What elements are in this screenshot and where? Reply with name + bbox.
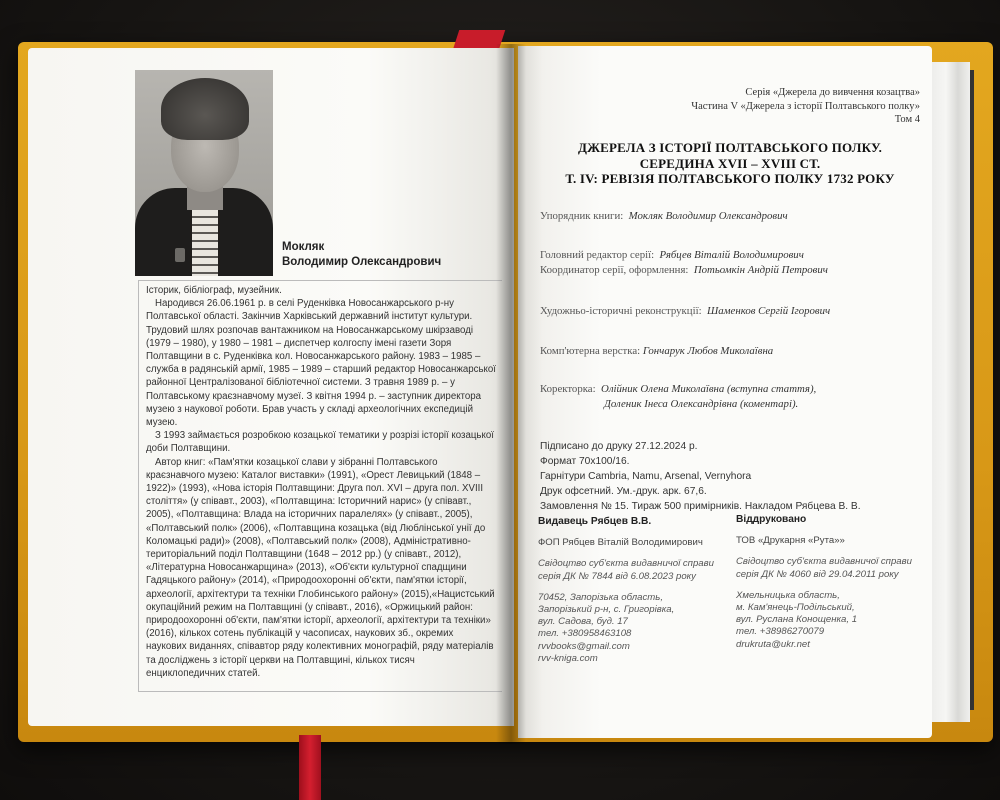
credit-label: Упорядник книги: [540,210,624,222]
series-line: Частина V «Джерела з історії Полтавського полку» [691,100,920,112]
spine-shadow [496,44,526,744]
credit-name: Мокляк Володимир Олександрович [628,210,788,222]
publisher-cert: серія ДК № 7844 від 6.08.2023 року [538,570,696,582]
credit-layout [540,345,773,357]
credit-label: Комп'ютерна верстка: [540,345,641,357]
printer-address: вул. Руслана Конощенка, 1 [736,614,858,626]
title-line: СЕРЕДИНА XVII – XVIII СТ. [639,155,821,171]
print-line: Друк офсетний. Ум.-друк. арк. 67,6. [540,486,707,497]
credit-name: Шаменков Сергій Ігорович [707,305,831,317]
series-line: Том 4 [894,114,920,125]
credit-editor [540,249,804,261]
credit-proofreader [540,383,816,395]
credit-label: Коректорка: [540,383,596,395]
publisher-site: rvv-kniga.com [538,652,598,664]
page-stack [930,62,970,722]
series-info [560,86,920,127]
credit-name: Доленик Інеса Олександрівна (коментарі). [604,398,799,410]
credit-name: Потьомкін Андрій Петрович [693,264,828,276]
printer-address: м. Кам'янець-Подільський, [736,602,855,614]
printer-heading: Віддруковано [736,514,807,525]
publisher-address: 70452, Запорізька область, [538,591,664,603]
credit-label: Головний редактор серії: [540,249,655,261]
publisher-name: ФОП Рябцев Віталій Володимирович [538,537,703,549]
title-line: Т. IV: РЕВІЗІЯ ПОЛТАВСЬКОГО ПОЛКУ 1732 РОКУ [565,171,895,186]
print-line: Гарнітури Cambria, Namu, Arsenal, Vernyhora [540,471,752,482]
credit-compiler [540,210,788,222]
printer-address: Хмельницька область, [736,589,840,601]
author-name [282,240,482,270]
author-portrait [135,70,273,276]
publisher-phone: тел. +380958463108 [538,628,632,640]
printer-cert: Свідоцтво суб'єкта видавничої справи [736,556,912,568]
printer-info [736,514,926,651]
printer-cert: серія ДК № 4060 від 29.04.2011 року [736,568,899,580]
credit-proofreader-2 [604,398,798,410]
bookmark-ribbon [299,735,321,800]
print-line: Формат 70х100/16. [540,456,630,467]
print-line: Підписано до друку 27.12.2024 р. [540,441,698,452]
publisher-email: rvvbooks@gmail.com [538,640,630,652]
publisher-address: Запорізький р-н, с. Григорівка, [538,604,675,616]
bio-paragraph: Історик, бібліограф, музейник. [146,285,282,296]
credit-coordinator [540,264,828,276]
publisher-info [538,516,733,665]
title-line: ДЖЕРЕЛА З ІСТОРІЇ ПОЛТАВСЬКОГО ПОЛКУ. [577,140,883,155]
credit-name: Гончарук Любов Миколаївна [642,345,774,357]
credit-name: Олійник Олена Миколаївна (вступна стаття), [601,383,817,395]
credit-name: Рябцев Віталій Володимирович [659,249,804,261]
book-title [540,140,920,187]
author-biography [146,284,496,680]
print-details [540,439,920,514]
publisher-cert: Свідоцтво суб'єкта видавничої справи [538,558,714,570]
bio-paragraph: Автор книг: «Пам'ятки козацької слави у зібранні Полтавського краєзнавчого музею: Каталог виставки» (1991), «Орест Левицький (1848 – 1922)» (1993), «Нова історія Полтавщини: Друга пол. XVI – друга пол. XVIII століття» (у співавт., 2003), «Полтавщина: Історичний нарис» (у співавт., 2005), «Полтавщина: Влада на історичних паралелях» (у співавт., 2005), «Полтавський полк» (2006), «Полтавщина козацька (від Люблінської унії до Коломацькі ради)» (2008), «Полтавський полк» (2008), Адміністративно-територіальний поділ Полтавщини (1648 – 2012 рр.) (у співавт., 2012), «Літературна Новосанжарщина» (2013), «Об'єкти культурної спадщини Гадяцького району» (2014), «Природоохоронні об'єкти, пам'ятки історії, археології, архітектури та техніки Глобинського району» (2015),«Нацистський окупаційний режим на Полтавщині (у співавт., 2016), «Оржицький район: природоохоронні об'єкти, пам'ятки історії, археології, архітектури та техніки» (2016), кількох сотень публікацій у часописах, наукових зб., окремих наукових виданнях, співавтор ряду колективних монографій, ряду матеріалів та досліджень з історії церкви на Полтавщині, кількох тисяч енциклопедичних статей. [146,456,495,679]
printer-phone: тел. +38986270079 [736,626,825,638]
bio-paragraph: Народився 26.06.1961 р. в селі Руденківка Новосанжарського р-ну Полтавської області. Закінчив Харківський державний інститут культури. Трудовий шлях розпочав вантажником на Новосанжарському шкірзаводі (1979 – 1980), у 1980 – 1981 – диспетчер колгоспу імені газети Зоря Полтавщини в с. Руденківка кол. Новосанжарського району. 1983 – 1985 – служба в радянській армії, 1985 – 1989 – старший редактор Новосанжарської районної Централізованої бібліотечної системи. З травня 1989 р. – у Полтавському краєзнавчому музеї. З квітня 1994 р. – заступник директора музею з наукової роботи. Брав участь у складі археологічних експедицій музею. [146,298,496,429]
print-line: Замовлення № 15. Тираж 500 примірників. Накладом Рябцева В. В. [540,501,861,512]
credit-label: Художньо-історичні реконструкції: [540,305,702,317]
author-surname: Мокляк [282,241,325,253]
series-line: Серія «Джерела до вивчення козацтва» [745,87,920,98]
publisher-heading: Видавець Рябцев В.В. [538,516,652,527]
bio-paragraph: З 1993 займається розробкою козацької тематики у розрізі історії козацької доби Полтавщини. [146,430,494,455]
publisher-address: вул. Садова, буд. 17 [538,616,628,628]
credit-art [540,305,830,317]
printer-name: ТОВ «Друкарня «Рута»» [736,535,845,547]
author-given-names: Володимир Олександрович [282,256,442,268]
printer-email: drukruta@ukr.net [736,638,810,650]
credit-label: Координатор серії, оформлення: [540,264,689,276]
